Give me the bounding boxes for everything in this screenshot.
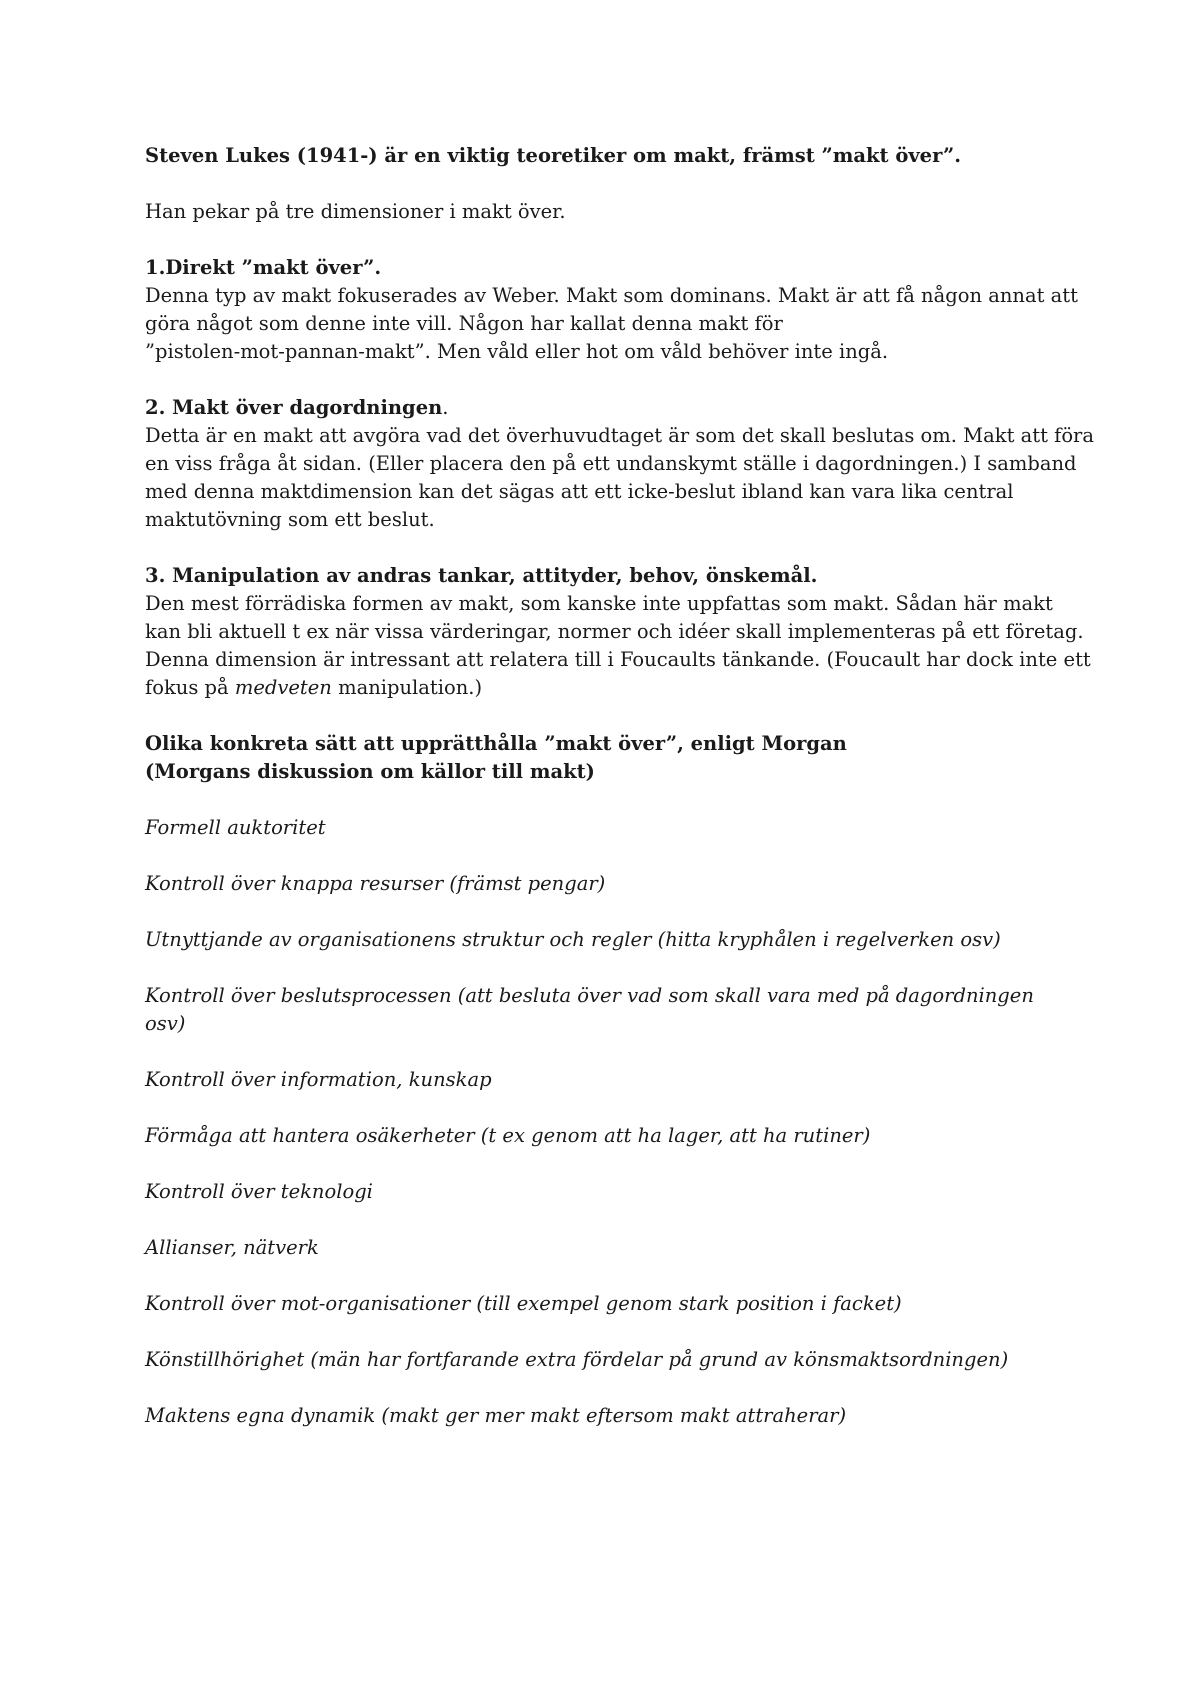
morgan-heading-line-1: Olika konkreta sätt att upprätthålla ”makt över”, enligt Morgan — [145, 732, 847, 755]
section-3-heading: 3. Manipulation av andras tankar, attityder, behov, önskemål. — [145, 564, 818, 587]
section-2-heading-suffix: . — [442, 396, 449, 419]
list-item-multiline — [145, 982, 1085, 1038]
section-1 — [145, 254, 1085, 366]
section-3-line: Den mest förrädiska formen av makt, som kanske inte uppfattas som makt. Sådan här makt — [145, 592, 1053, 615]
section-3-emphasis: medveten — [234, 676, 332, 699]
list-item: Allianser, nätverk — [145, 1236, 319, 1259]
document-title: Steven Lukes (1941-) är en viktig teoretiker om makt, främst ”makt över”. — [145, 144, 962, 167]
list-item: Förmåga att hantera osäkerheter (t ex genom att ha lager, att ha rutiner) — [145, 1124, 871, 1147]
section-2-heading: 2. Makt över dagordningen — [145, 396, 443, 419]
section-1-line: Denna typ av makt fokuserades av Weber. Makt som dominans. Makt är att få någon annat att — [145, 284, 1078, 307]
section-3 — [145, 562, 1091, 702]
list-item-line: osv) — [145, 1012, 186, 1035]
section-1-line: ”pistolen-mot-pannan-makt”. Men våld eller hot om våld behöver inte ingå. — [145, 340, 889, 363]
section-3-last-prefix: fokus på — [145, 676, 235, 699]
section-1-line: göra något som denne inte vill. Någon har kallat denna makt för — [145, 312, 783, 335]
document-body — [145, 142, 1095, 1458]
list-item: Maktens egna dynamik (makt ger mer makt eftersom makt attraherar) — [145, 1404, 847, 1427]
section-2-line: en viss fråga åt sidan. (Eller placera den på ett undanskymt ställe i dagordningen.) I samband — [145, 452, 1077, 475]
list-item: Kontroll över knappa resurser (främst pengar) — [145, 872, 606, 895]
list-item: Formell auktoritet — [145, 816, 326, 839]
morgan-heading — [145, 730, 1085, 786]
section-2-heading-line — [145, 394, 1085, 422]
intro-paragraph: Han pekar på tre dimensioner i makt över. — [145, 200, 566, 223]
section-3-line: Denna dimension är intressant att relatera till i Foucaults tänkande. (Foucault har dock inte ett — [145, 648, 1091, 671]
list-item: Kontroll över information, kunskap — [145, 1068, 492, 1091]
section-3-last-line — [145, 674, 1085, 702]
section-2-line: Detta är en makt att avgöra vad det överhuvudtaget är som det skall beslutas om. Makt att föra — [145, 424, 1095, 447]
list-item: Kontroll över mot-organisationer (till exempel genom stark position i facket) — [145, 1292, 902, 1315]
list-item: Kontroll över teknologi — [145, 1180, 373, 1203]
list-item: Könstillhörighet (män har fortfarande extra fördelar på grund av könsmaktsordningen) — [145, 1348, 1009, 1371]
morgan-heading-line-2: (Morgans diskussion om källor till makt) — [145, 760, 595, 783]
section-1-heading: 1.Direkt ”makt över”. — [145, 256, 382, 279]
list-item-line: Kontroll över beslutsprocessen (att besluta över vad som skall vara med på dagordningen — [145, 984, 1034, 1007]
section-3-line: kan bli aktuell t ex när vissa värderingar, normer och idéer skall implementeras på ett företag. — [145, 620, 1084, 643]
list-item: Utnyttjande av organisationens struktur och regler (hitta kryphålen i regelverken osv) — [145, 928, 1001, 951]
section-2-line: med denna maktdimension kan det sägas att ett icke-beslut ibland kan vara lika central — [145, 480, 1014, 503]
section-3-last-suffix: manipulation.) — [331, 676, 483, 699]
section-2 — [145, 394, 1095, 534]
section-2-line: maktutövning som ett beslut. — [145, 508, 435, 531]
morgan-list — [145, 814, 1085, 1430]
